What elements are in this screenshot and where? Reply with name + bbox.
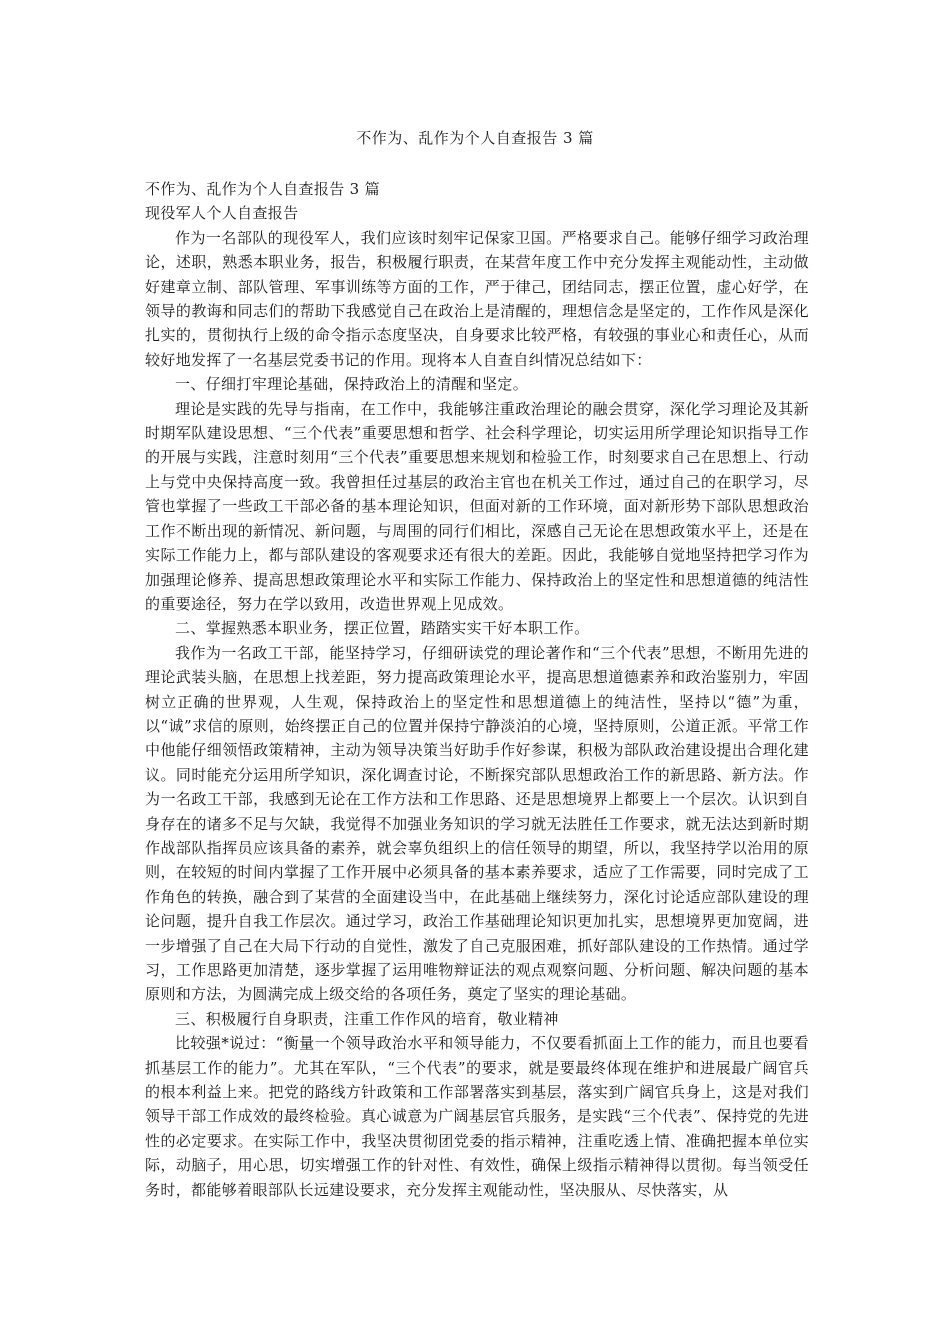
section-heading-3: 三、积极履行自身职责，注重工作作风的培育，敬业精神: [175, 1009, 559, 1028]
paragraph-intro: 作为一名部队的现役军人，我们应该时刻牢记保家卫国。严格要求自己。能够仔细学习政治理论，述职，熟悉本职业务，报告，积极履行职责，在某营年度工作中充分发挥主观能动性，主动做好建章立制、部队管理、军事训练等方面的工作，严于律己，团结同志，摆正位置，虚心好学，在领导的教诲和同志们的帮助下我感觉自己在政治上是清醒的，理想信念是坚定的，工作作风是深化扎实的，贯彻执行上级的命令指示态度坚决，自身要求比较严格，有较强的事业心和责任心，从而较好地发挥了一名基层党委书记的作用。现将本人自查自纠情况总结如下：: [145, 228, 809, 369]
section-heading-2: 二、掌握熟悉本职业务，摆正位置，踏踏实实干好本职工作。: [175, 619, 590, 638]
paragraph-section-2: 我作为一名政工干部，能坚持学习，仔细研读党的理论著作和“三个代表”思想，不断用先进的理论武装头脑，在思想上找差距，努力提高政策理论水平，提高思想道德素养和政治鉴别力，牢固树立正确的世界观，人生观，保持政治上的坚定性和思想道德上的纯洁性，坚持以“德”为重，以“诚”求信的原则，始终摆正自己的位置并保持宁静淡泊的心境，坚持原则，公道正派。平常工作中他能仔细领悟政策精神，主动为领导决策当好助手作好参谋，积极为部队政治建设提出合理化建议。同时能充分运用所学知识，深化调查讨论，不断探究部队思想政治工作的新思路、新方法。作为一名政工干部，我感到无论在工作方法和工作思路、还是思想境界上都要上一个层次。认识到自身存在的诸多不足与欠缺，我觉得不加强业务知识的学习就无法胜任工作要求，就无法达到新时期作战部队指挥员应该具备的素养，就会辜负组织上的信任领导的期望，所以，我坚持学以治用的原则，在较短的时间内掌握了工作开展中必须具备的基本素养要求，适应了工作需要，同时完成了工作角色的转换，融合到了某营的全面建设当中，在此基础上继续努力，深化讨论适应部队建设的理论问题，提升自我工作层次。通过学习，政治工作基础理论知识更加扎实，思想境界更加宽阔，进一步增强了自己在大局下行动的自觉性，激发了自己克服困难，抓好部队建设的工作热情。通过学习，工作思路更加清楚，逐步掌握了运用唯物辩证法的观点观察问题、分析问题、解决问题的基本原则和方法，为圆满完成上级交给的各项任务，奠定了坚实的理论基础。: [145, 643, 809, 1004]
document-subtitle: 不作为、乱作为个人自查报告 3 篇: [145, 180, 381, 198]
report-heading: 现役军人个人自查报告: [145, 204, 299, 223]
page-title: 不作为、乱作为个人自查报告 3 篇: [356, 129, 594, 147]
section-heading-1: 一、仔细打牢理论基础，保持政治上的清醒和坚定。: [175, 375, 529, 394]
paragraph-section-1: 理论是实践的先导与指南，在工作中，我能够注重政治理论的融会贯穿，深化学习理论及其新时期军队建设思想、“三个代表”重要思想和哲学、社会科学理论，切实运用所学理论知识指导工作的开展与实践，注意时刻用“三个代表”重要思想来规划和检验工作，时刻要求自己在思想上、行动上与党中央保持高度一致。我曾担任过基层的政治主官也在机关工作过，通过自己的在职学习，尽管也掌握了一些政工干部必备的基本理论知识，但面对新的工作环境，面对新形势下部队思想政治工作不断出现的新情况、新问题，与周围的同行们相比，深感自己无论在思想政策水平上，还是在实际工作能力上，都与部队建设的客观要求还有很大的差距。因此，我能够自觉地坚持把学习作为加强理论修养、提高思想政策理论水平和实际工作能力、保持政治上的坚定性和思想道德的纯洁性的重要途径，努力在学以致用，改造世界观上见成效。: [145, 399, 809, 613]
paragraph-section-3: 比较强*说过：“衡量一个领导政治水平和领导能力，不仅要看抓面上工作的能力，而且也要看抓基层工作的能力”。尤其在军队，“三个代表”的要求，就是要最终体现在维护和进展最广阔官兵的根本利益上来。把党的路线方针政策和工作部署落实到基层，落实到广阔官兵身上，这是对我们领导干部工作成效的最终检验。真心诚意为广阔基层官兵服务，是实践“三个代表”、保持党的先进性的必定要求。在实际工作中，我坚决贯彻团党委的指示精神，注重吃透上情、准确把握本单位实际，动脑子，用心思，切实增强工作的针对性、有效性，确保上级指示精神得以贯彻。每当领受任务时，都能够着眼部队长远建设要求，充分发挥主观能动性，坚决服从、尽快落实，从: [145, 1034, 809, 1199]
document-body: [145, 177, 809, 1202]
